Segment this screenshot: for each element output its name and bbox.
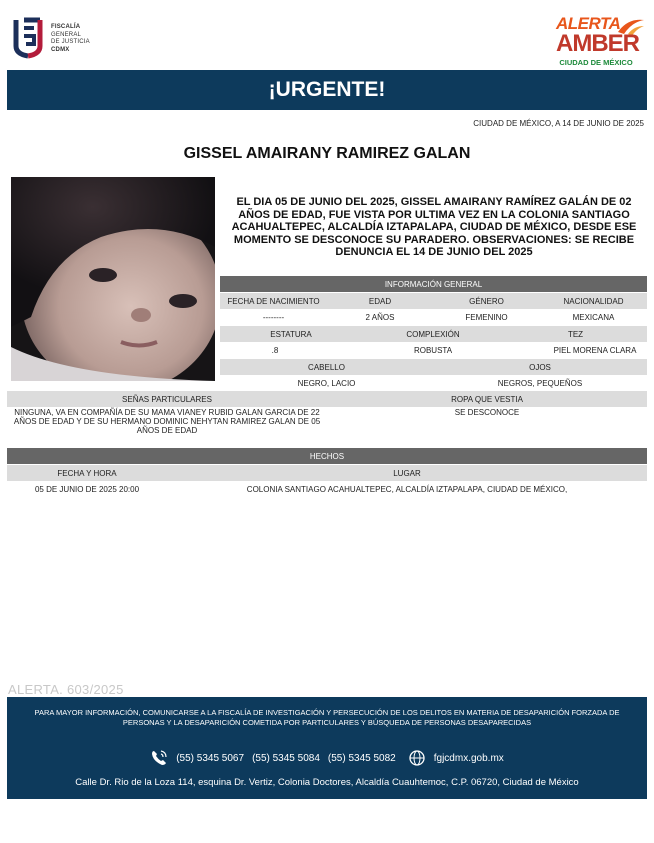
birth-label: FECHA DE NACIMIENTO	[220, 293, 327, 309]
build-label: COMPLEXIÓN	[362, 326, 504, 342]
person-name: GISSEL AMAIRANY RAMIREZ GALAN	[183, 145, 471, 162]
date-line: CIUDAD DE MÉXICO, A 14 DE JUNIO DE 2025	[473, 119, 644, 128]
hair-label: CABELLO	[220, 359, 433, 375]
fgj-logo	[8, 14, 118, 60]
general-info-header	[220, 276, 647, 292]
footer	[7, 697, 647, 799]
marks-label: SEÑAS PARTICULARES	[7, 391, 327, 407]
photo-image	[11, 177, 215, 381]
eyes-value: NEGROS, PEQUEÑOS	[497, 378, 583, 388]
age-value: 2 AÑOS	[365, 313, 395, 322]
skin-value: PIEL MORENA CLARA	[553, 346, 637, 355]
facts-header	[7, 448, 647, 464]
footer-address: Calle Dr. Rio de la Loza 114, esquina Dr. Vertiz, Colonia Doctores, Alcaldía Cuauhtemoc, C.P. 06720, Ciudad de México	[75, 777, 579, 788]
phone-2[interactable]: (55) 5345 5084	[252, 752, 320, 764]
footer-contacts	[7, 749, 647, 767]
place-label: LUGAR	[167, 465, 647, 481]
urgent-title: ¡URGENTE!	[268, 78, 386, 101]
missing-person-photo	[11, 177, 215, 381]
facts-title: HECHOS	[309, 451, 345, 461]
birth-value: --------	[262, 313, 285, 322]
eyes-label: OJOS	[433, 359, 647, 375]
gender-label: GÉNERO	[433, 293, 540, 309]
amber-line-2: AMBER	[556, 30, 639, 57]
org-line-3: DE JUSTICIA	[51, 39, 90, 45]
general-info-title: INFORMACIÓN GENERAL	[384, 279, 483, 289]
height-value: .8	[271, 346, 279, 355]
alert-number: ALERTA. 603/2025	[8, 682, 124, 697]
height-label: ESTATURA	[220, 326, 362, 342]
org-line-1: FISCALÍA	[51, 24, 81, 30]
marks-value: NINGUNA, VA EN COMPAÑÍA DE SU MAMA VIANEY RUBID GALAN GARCIA DE 22 AÑOS DE EDAD Y DE SU HERMANO DOMINIC NEHYTAN RAMIREZ GALAN DE 05 AÑOS DE EDAD	[13, 408, 321, 435]
place-value: COLONIA SANTIAGO ACAHUALTEPEC, ALCALDÍA IZTAPALAPA, CIUDAD DE MÉXICO,	[246, 484, 568, 494]
amber-line-1: ALERTA	[556, 14, 621, 33]
build-value: ROBUSTA	[413, 346, 453, 355]
gender-value: FEMENINO	[465, 313, 508, 322]
website-link[interactable]: fgjcdmx.gob.mx	[433, 752, 504, 764]
case-description: EL DIA 05 DE JUNIO DEL 2025, GISSEL AMAIRANY RAMÍREZ GALÁN DE 02 AÑOS DE EDAD, FUE VISTA POR ULTIMA VEZ EN LA COLONIA SANTIAGO ACAHUALTEPEC, ALCALDÍA IZTAPALAPA, CIUDAD DE MÉXICO, DESDE ESE MOMENTO SE DESCONOCE SU PARADERO. OBSERVACIONES: SE RECIBE DENUNCIA EL 14 DE JUNIO DEL 2025	[231, 196, 637, 258]
phone-1[interactable]: (55) 5345 5067	[176, 752, 245, 764]
alerta-amber-logo	[556, 14, 648, 70]
clothes-value: SE DESCONOCE	[454, 408, 520, 417]
skin-label: TEZ	[504, 326, 647, 342]
clothes-label: ROPA QUE VESTIA	[327, 391, 647, 407]
age-label: EDAD	[327, 293, 433, 309]
urgent-banner	[7, 70, 647, 110]
org-line-2: GENERAL	[51, 31, 82, 38]
footer-info: PARA MAYOR INFORMACIÓN, COMUNICARSE A LA FISCALÍA DE INVESTIGACIÓN Y PERSECUCIÓN DE LOS DELITOS EN MATERIA DE DESAPARICIÓN FORZADA DE PERSONAS Y LA DESAPARICIÓN COMETIDA POR PARTICULARES Y BÚSQUEDA DE PERSONAS DESAPARECIDAS	[34, 708, 620, 727]
phone-3[interactable]: (55) 5345 5082	[327, 752, 396, 764]
nationality-value: MEXICANA	[572, 313, 615, 322]
datetime-value: 05 DE JUNIO DE 2025 20:00	[34, 484, 140, 494]
fgj-org-name	[51, 24, 90, 54]
web-icon	[408, 749, 426, 767]
phone-icon	[150, 749, 168, 767]
datetime-label: FECHA Y HORA	[7, 465, 167, 481]
fgj-logo-icon	[8, 14, 48, 60]
amber-line-3: CIUDAD DE MÉXICO	[559, 58, 633, 67]
org-line-4: CDMX	[51, 46, 70, 53]
hair-value: NEGRO, LACIO	[297, 378, 356, 388]
nationality-label: NACIONALIDAD	[540, 293, 647, 309]
